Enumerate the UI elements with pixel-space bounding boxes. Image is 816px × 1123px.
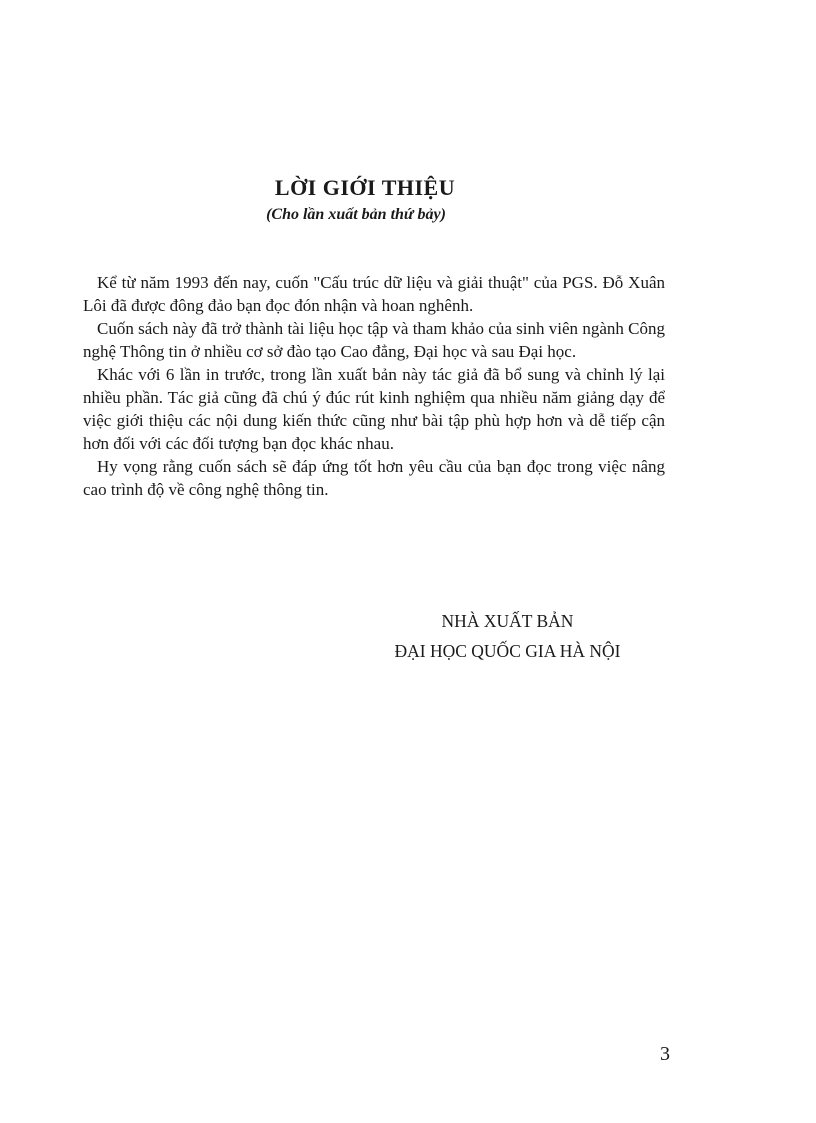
- publisher-signature-line-2: ĐẠI HỌC QUỐC GIA HÀ NỘI: [394, 641, 621, 661]
- page-title: LỜI GIỚI THIỆU: [274, 175, 456, 200]
- paragraph-4: Hy vọng rằng cuốn sách sẽ đáp ứng tốt hơn yêu cầu của bạn đọc trong việc nâng cao trình độ về công nghệ thông tin.: [83, 457, 665, 499]
- paragraph-2: Cuốn sách này đã trở thành tài liệu học tập và tham khảo của sinh viên ngành Công nghệ Thông tin ở nhiều cơ sở đào tạo Cao đẳng, Đại học và sau Đại học.: [83, 319, 665, 361]
- publisher-signature-line-1: NHÀ XUẤT BẢN: [441, 611, 574, 631]
- introduction-body: [83, 271, 665, 501]
- paragraph-1: Kể từ năm 1993 đến nay, cuốn "Cấu trúc dữ liệu và giải thuật" của PGS. Đỗ Xuân Lôi đã được đông đảo bạn đọc đón nhận và hoan nghênh.: [83, 273, 665, 315]
- page-number: 3: [660, 1043, 670, 1065]
- paragraph-3: Khác với 6 lần in trước, trong lần xuất bản này tác giả đã bổ sung và chỉnh lý lại nhiều phần. Tác giả cũng đã chú ý đúc rút kinh nghiệm qua nhiều năm giảng dạy để việc giới thiệu các nội dung kiến thức cũng như bài tập phù hợp hơn và dễ tiếp cận hơn đối với các đối tượng bạn đọc khác nhau.: [83, 365, 665, 453]
- page-subtitle: (Cho lần xuất bản thứ bảy): [266, 206, 446, 223]
